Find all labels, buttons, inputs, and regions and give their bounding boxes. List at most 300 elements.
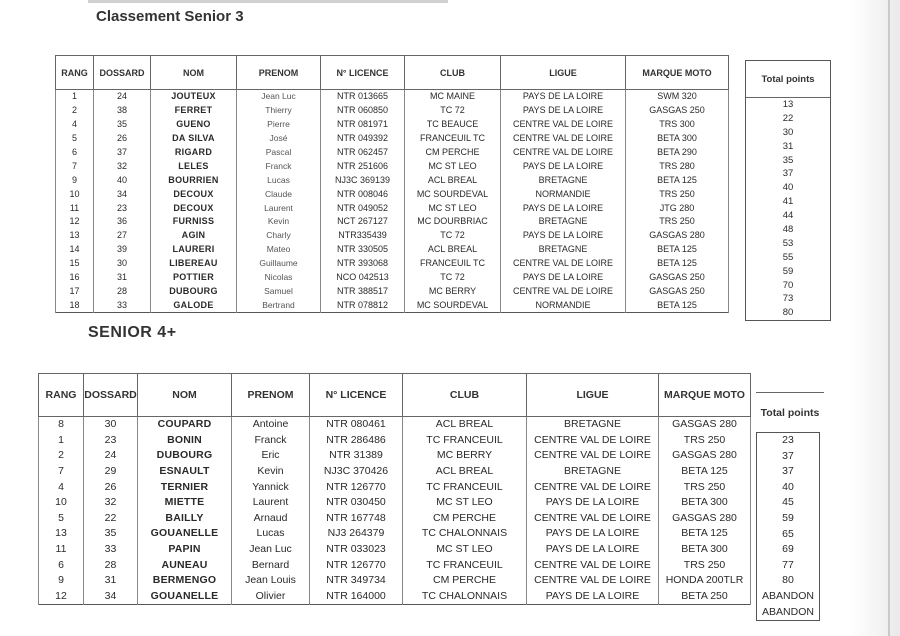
col-header-club: CLUB [403, 374, 527, 417]
cell-club: MC SOURDEVAL [405, 187, 501, 201]
table-row [56, 271, 729, 285]
cell-ligue: CENTRE VAL DE LOIRE [501, 284, 626, 298]
table-row [39, 542, 751, 558]
cell-licence: NTR 388517 [321, 284, 405, 298]
cell-ligue: CENTRE VAL DE LOIRE [527, 479, 659, 495]
cell-nom: TERNIER [138, 479, 232, 495]
table-row [56, 118, 729, 132]
cell-rang: 2 [39, 448, 84, 464]
total-points-header: Total points [756, 392, 824, 433]
cell-dossard: 23 [94, 201, 151, 215]
cell-nom: BAILLY [138, 511, 232, 527]
cell-ligue: PAYS DE LA LOIRE [527, 495, 659, 511]
table-row [39, 589, 751, 605]
total-points-value: 44 [782, 210, 794, 222]
cell-nom: LAURERI [151, 243, 237, 257]
cell-licence: NTR 330505 [321, 243, 405, 257]
total-points-value: 37 [782, 168, 794, 180]
cell-licence: NJ3 264379 [310, 526, 403, 542]
table-row [39, 511, 751, 527]
table-row [56, 243, 729, 257]
cell-dossard: 34 [94, 187, 151, 201]
cell-licence: NTR 251606 [321, 159, 405, 173]
cell-nom: DUBOURG [138, 448, 232, 464]
cell-nom: BERMENGO [138, 573, 232, 589]
cell-marque-moto: GASGAS 250 [626, 104, 729, 118]
cell-ligue: PAYS DE LA LOIRE [501, 104, 626, 118]
cell-prenom: Pierre [237, 118, 321, 132]
cell-club: TC FRANCEUIL [403, 479, 527, 495]
col-header-nom: NOM [138, 374, 232, 417]
cell-prenom: Samuel [237, 284, 321, 298]
cell-ligue: PAYS DE LA LOIRE [501, 201, 626, 215]
cell-rang: 13 [39, 526, 84, 542]
cell-rang: 16 [56, 271, 94, 285]
cell-ligue: BRETAGNE [501, 243, 626, 257]
cell-licence: NTR 033023 [310, 542, 403, 558]
cell-club: CM PERCHE [405, 146, 501, 160]
cell-dossard: 30 [84, 417, 138, 433]
cell-rang: 6 [56, 146, 94, 160]
cell-marque-moto: GASGAS 250 [626, 271, 729, 285]
cell-prenom: Thierry [237, 104, 321, 118]
page-edge-shadow [850, 0, 900, 636]
cell-dossard: 33 [94, 298, 151, 312]
cell-licence: NTR 062457 [321, 146, 405, 160]
cell-prenom: Charly [237, 229, 321, 243]
total-points-value: 53 [782, 237, 794, 249]
cell-licence: NTR 126770 [310, 557, 403, 573]
total-points-value: 40 [782, 480, 794, 493]
cell-marque-moto: HONDA 200TLR [659, 573, 751, 589]
col-header-nom: NOM [151, 56, 237, 90]
cell-rang: 5 [56, 132, 94, 146]
cell-club: FRANCEUIL TC [405, 132, 501, 146]
cell-rang: 1 [39, 433, 84, 449]
cell-rang: 17 [56, 284, 94, 298]
total-points-header: Total points [746, 61, 830, 98]
col-header-marque-moto: MARQUE MOTO [659, 374, 751, 417]
cell-club: ACL BREAL [403, 417, 527, 433]
table-row [39, 479, 751, 495]
cell-licence: NTR 030450 [310, 495, 403, 511]
cell-club: TC FRANCEUIL [403, 433, 527, 449]
cell-rang: 15 [56, 257, 94, 271]
total-points-value: ABANDON [762, 589, 814, 602]
cell-ligue: PAYS DE LA LOIRE [501, 271, 626, 285]
cell-prenom: Antoine [232, 417, 310, 433]
cell-nom: JOUTEUX [151, 90, 237, 104]
cell-nom: GOUANELLE [138, 589, 232, 605]
cell-club: TC FRANCEUIL [403, 557, 527, 573]
cell-prenom: Laurent [232, 495, 310, 511]
cell-nom: LIBEREAU [151, 257, 237, 271]
cell-club: CM PERCHE [403, 573, 527, 589]
cell-club: MC ST LEO [405, 201, 501, 215]
cell-marque-moto: GASGAS 250 [626, 284, 729, 298]
table-row [56, 215, 729, 229]
cell-rang: 12 [56, 215, 94, 229]
cell-prenom: Bertrand [237, 298, 321, 312]
total-points-value: 30 [782, 126, 794, 138]
cell-licence: NTR 393068 [321, 257, 405, 271]
cell-club: MC MAINE [405, 90, 501, 104]
cell-licence: NJ3C 370426 [310, 464, 403, 480]
cell-prenom: Bernard [232, 557, 310, 573]
cell-ligue: BRETAGNE [527, 417, 659, 433]
cell-prenom: Guillaume [237, 257, 321, 271]
cell-ligue: BRETAGNE [527, 464, 659, 480]
cell-licence: NTR 349734 [310, 573, 403, 589]
cell-club: MC ST LEO [405, 159, 501, 173]
cell-prenom: Mateo [237, 243, 321, 257]
total-points-value: 73 [782, 293, 794, 305]
cell-nom: MIETTE [138, 495, 232, 511]
total-points-value: 22 [782, 112, 794, 124]
cell-ligue: CENTRE VAL DE LOIRE [501, 118, 626, 132]
cell-dossard: 31 [94, 271, 151, 285]
cell-ligue: PAYS DE LA LOIRE [501, 90, 626, 104]
cell-nom: RIGARD [151, 146, 237, 160]
page-edge-line [888, 0, 890, 636]
cell-rang: 13 [56, 229, 94, 243]
cell-ligue: CENTRE VAL DE LOIRE [527, 557, 659, 573]
table-row [56, 132, 729, 146]
cell-dossard: 35 [94, 118, 151, 132]
cell-club: TC 72 [405, 271, 501, 285]
cell-club: TC BEAUCE [405, 118, 501, 132]
cell-prenom: Yannick [232, 479, 310, 495]
cell-club: MC BERRY [405, 284, 501, 298]
cell-licence: NTR 013665 [321, 90, 405, 104]
table-row [56, 159, 729, 173]
cell-club: ACL BREAL [403, 464, 527, 480]
cell-ligue: PAYS DE LA LOIRE [527, 542, 659, 558]
section2-title: SENIOR 4+ [88, 324, 177, 341]
cell-licence: NTR 080461 [310, 417, 403, 433]
cell-marque-moto: TRS 250 [659, 479, 751, 495]
cell-ligue: BRETAGNE [501, 173, 626, 187]
cell-dossard: 32 [84, 495, 138, 511]
cell-licence: NTR 078812 [321, 298, 405, 312]
cell-marque-moto: TRS 250 [626, 187, 729, 201]
total-points-value: 59 [782, 265, 794, 277]
table-row [39, 433, 751, 449]
cell-marque-moto: GASGAS 280 [659, 448, 751, 464]
total-points-value: 55 [782, 251, 794, 263]
cell-licence: NTR 060850 [321, 104, 405, 118]
table-row [56, 201, 729, 215]
cell-marque-moto: TRS 280 [626, 159, 729, 173]
cell-dossard: 23 [84, 433, 138, 449]
table-row [56, 104, 729, 118]
cell-club: CM PERCHE [403, 511, 527, 527]
cell-prenom: Laurent [237, 201, 321, 215]
cell-dossard: 31 [84, 573, 138, 589]
cell-nom: AUNEAU [138, 557, 232, 573]
cell-dossard: 26 [84, 479, 138, 495]
cell-marque-moto: BETA 300 [626, 132, 729, 146]
col-header-licence: N° LICENCE [310, 374, 403, 417]
cell-prenom: Eric [232, 448, 310, 464]
total-points-value: 45 [782, 496, 794, 509]
table-header-row [39, 374, 751, 417]
cell-ligue: CENTRE VAL DE LOIRE [501, 132, 626, 146]
cell-licence: NTR 008046 [321, 187, 405, 201]
total-points-value: ABANDON [762, 605, 814, 618]
cell-ligue: PAYS DE LA LOIRE [527, 526, 659, 542]
cell-ligue: PAYS DE LA LOIRE [527, 589, 659, 605]
cell-prenom: Jean Louis [232, 573, 310, 589]
cell-prenom: Claude [237, 187, 321, 201]
cell-nom: DA SILVA [151, 132, 237, 146]
cell-club: MC SOURDEVAL [405, 298, 501, 312]
cell-rang: 4 [39, 479, 84, 495]
cell-ligue: CENTRE VAL DE LOIRE [527, 573, 659, 589]
cell-dossard: 36 [94, 215, 151, 229]
cell-marque-moto: TRS 250 [626, 215, 729, 229]
cell-rang: 14 [56, 243, 94, 257]
senior3-results-table [55, 55, 729, 313]
cell-nom: COUPARD [138, 417, 232, 433]
cell-dossard: 40 [94, 173, 151, 187]
cell-club: TC CHALONNAIS [403, 589, 527, 605]
col-header-ligue: LIGUE [527, 374, 659, 417]
cell-dossard: 34 [84, 589, 138, 605]
cell-marque-moto: TRS 250 [659, 433, 751, 449]
table-row [39, 448, 751, 464]
table-row [39, 417, 751, 433]
total-points-value: 59 [782, 511, 794, 524]
cell-rang: 5 [39, 511, 84, 527]
cell-dossard: 22 [84, 511, 138, 527]
total-points-value: 35 [782, 154, 794, 166]
senior4-results-table [38, 373, 751, 605]
table-row [56, 284, 729, 298]
cell-dossard: 29 [84, 464, 138, 480]
cell-rang: 9 [39, 573, 84, 589]
cell-prenom: Kevin [237, 215, 321, 229]
cell-ligue: NORMANDIE [501, 298, 626, 312]
total-points-value: 77 [782, 558, 794, 571]
cell-dossard: 28 [94, 284, 151, 298]
total-points-value: 80 [782, 574, 794, 587]
col-header-dossard: DOSSARD [84, 374, 138, 417]
cell-ligue: CENTRE VAL DE LOIRE [527, 448, 659, 464]
cell-prenom: Jean Luc [232, 542, 310, 558]
col-header-licence: N° LICENCE [321, 56, 405, 90]
col-header-club: CLUB [405, 56, 501, 90]
table-row [39, 495, 751, 511]
cell-rang: 9 [56, 173, 94, 187]
cell-marque-moto: BETA 125 [659, 526, 751, 542]
cell-ligue: PAYS DE LA LOIRE [501, 229, 626, 243]
col-header-marque-moto: MARQUE MOTO [626, 56, 729, 90]
cell-marque-moto: TRS 250 [659, 557, 751, 573]
col-header-prenom: PRENOM [237, 56, 321, 90]
cell-marque-moto: BETA 125 [626, 257, 729, 271]
col-header-prenom: PRENOM [232, 374, 310, 417]
cell-rang: 2 [56, 104, 94, 118]
cell-licence: NTR 286486 [310, 433, 403, 449]
table-row [56, 173, 729, 187]
cell-licence: NTR335439 [321, 229, 405, 243]
cell-nom: DECOUX [151, 201, 237, 215]
cell-dossard: 38 [94, 104, 151, 118]
cell-licence: NTR 31389 [310, 448, 403, 464]
cell-club: FRANCEUIL TC [405, 257, 501, 271]
total-points-value: 65 [782, 527, 794, 540]
cell-club: MC ST LEO [403, 542, 527, 558]
cell-dossard: 32 [94, 159, 151, 173]
cell-club: TC CHALONNAIS [403, 526, 527, 542]
table-row [56, 229, 729, 243]
cell-prenom: Franck [232, 433, 310, 449]
cell-rang: 7 [56, 159, 94, 173]
cell-prenom: Franck [237, 159, 321, 173]
cell-dossard: 35 [84, 526, 138, 542]
cell-ligue: CENTRE VAL DE LOIRE [527, 433, 659, 449]
cell-club: TC 72 [405, 104, 501, 118]
cell-dossard: 39 [94, 243, 151, 257]
cell-rang: 4 [56, 118, 94, 132]
cell-licence: NCO 042513 [321, 271, 405, 285]
cell-marque-moto: GASGAS 280 [626, 229, 729, 243]
total-points-value: 41 [782, 196, 794, 208]
cell-marque-moto: JTG 280 [626, 201, 729, 215]
total-points-value: 70 [782, 279, 794, 291]
cell-marque-moto: TRS 300 [626, 118, 729, 132]
total-points-value: 37 [782, 449, 794, 462]
cell-prenom: José [237, 132, 321, 146]
senior4-total-points-box [756, 432, 820, 621]
col-header-dossard: DOSSARD [94, 56, 151, 90]
cell-nom: FURNISS [151, 215, 237, 229]
cell-nom: FERRET [151, 104, 237, 118]
cell-rang: 6 [39, 557, 84, 573]
cell-marque-moto: BETA 300 [659, 542, 751, 558]
cell-rang: 10 [39, 495, 84, 511]
cell-ligue: BRETAGNE [501, 215, 626, 229]
cell-dossard: 24 [84, 448, 138, 464]
table-row [56, 187, 729, 201]
cell-licence: NTR 049392 [321, 132, 405, 146]
cell-club: TC 72 [405, 229, 501, 243]
cell-licence: NTR 081971 [321, 118, 405, 132]
cell-club: ACL BREAL [405, 243, 501, 257]
cell-licence: NTR 164000 [310, 589, 403, 605]
cell-marque-moto: BETA 125 [626, 243, 729, 257]
cell-marque-moto: GASGAS 280 [659, 417, 751, 433]
cell-dossard: 27 [94, 229, 151, 243]
cell-club: MC BERRY [403, 448, 527, 464]
cell-prenom: Arnaud [232, 511, 310, 527]
cell-marque-moto: BETA 125 [659, 464, 751, 480]
cell-licence: NJ3C 369139 [321, 173, 405, 187]
cell-nom: LELES [151, 159, 237, 173]
cell-dossard: 26 [94, 132, 151, 146]
cell-dossard: 33 [84, 542, 138, 558]
cell-marque-moto: BETA 250 [659, 589, 751, 605]
cell-prenom: Nicolas [237, 271, 321, 285]
cell-marque-moto: GASGAS 280 [659, 511, 751, 527]
cell-marque-moto: BETA 290 [626, 146, 729, 160]
cell-dossard: 30 [94, 257, 151, 271]
total-points-value: 80 [782, 307, 794, 319]
cell-nom: ESNAULT [138, 464, 232, 480]
cell-nom: GALODE [151, 298, 237, 312]
cell-nom: POTTIER [151, 271, 237, 285]
table-row [56, 298, 729, 312]
cell-prenom: Jean Luc [237, 90, 321, 104]
cell-dossard: 28 [84, 557, 138, 573]
cell-marque-moto: BETA 300 [659, 495, 751, 511]
total-points-value: 31 [782, 140, 794, 152]
table-row [39, 573, 751, 589]
cell-club: MC DOURBRIAC [405, 215, 501, 229]
cell-licence: NTR 049052 [321, 201, 405, 215]
cell-rang: 7 [39, 464, 84, 480]
cell-ligue: NORMANDIE [501, 187, 626, 201]
cell-licence: NTR 167748 [310, 511, 403, 527]
table-header-row [56, 56, 729, 90]
cell-nom: GOUANELLE [138, 526, 232, 542]
section1-title: Classement Senior 3 [96, 8, 244, 25]
total-points-value: 48 [782, 224, 794, 236]
table-row [56, 257, 729, 271]
cell-ligue: CENTRE VAL DE LOIRE [501, 257, 626, 271]
total-points-value: 40 [782, 182, 794, 194]
table-row [39, 464, 751, 480]
table-row [39, 557, 751, 573]
col-header-rang: RANG [56, 56, 94, 90]
table-row [39, 526, 751, 542]
cell-ligue: CENTRE VAL DE LOIRE [527, 511, 659, 527]
total-points-value: 13 [782, 99, 794, 110]
cell-licence: NCT 267127 [321, 215, 405, 229]
cell-marque-moto: BETA 125 [626, 173, 729, 187]
cell-marque-moto: BETA 125 [626, 298, 729, 312]
cell-nom: DUBOURG [151, 284, 237, 298]
col-header-ligue: LIGUE [501, 56, 626, 90]
cell-licence: NTR 126770 [310, 479, 403, 495]
cell-dossard: 24 [94, 90, 151, 104]
cell-ligue: CENTRE VAL DE LOIRE [501, 146, 626, 160]
table-row [56, 90, 729, 104]
cell-nom: DECOUX [151, 187, 237, 201]
table-row [56, 146, 729, 160]
cell-prenom: Lucas [232, 526, 310, 542]
cell-nom: BOURRIEN [151, 173, 237, 187]
total-points-value: 37 [782, 465, 794, 478]
cell-nom: GUENO [151, 118, 237, 132]
cell-prenom: Olivier [232, 589, 310, 605]
cell-rang: 11 [56, 201, 94, 215]
cell-rang: 10 [56, 187, 94, 201]
cropped-header-fragment [88, 0, 448, 3]
cell-rang: 12 [39, 589, 84, 605]
cell-dossard: 37 [94, 146, 151, 160]
cell-rang: 18 [56, 298, 94, 312]
total-points-value: 23 [782, 434, 794, 446]
cell-nom: BONIN [138, 433, 232, 449]
cell-rang: 11 [39, 542, 84, 558]
cell-prenom: Kevin [232, 464, 310, 480]
senior3-total-points-box [745, 60, 831, 321]
cell-marque-moto: SWM 320 [626, 90, 729, 104]
cell-rang: 1 [56, 90, 94, 104]
cell-club: ACL BREAL [405, 173, 501, 187]
